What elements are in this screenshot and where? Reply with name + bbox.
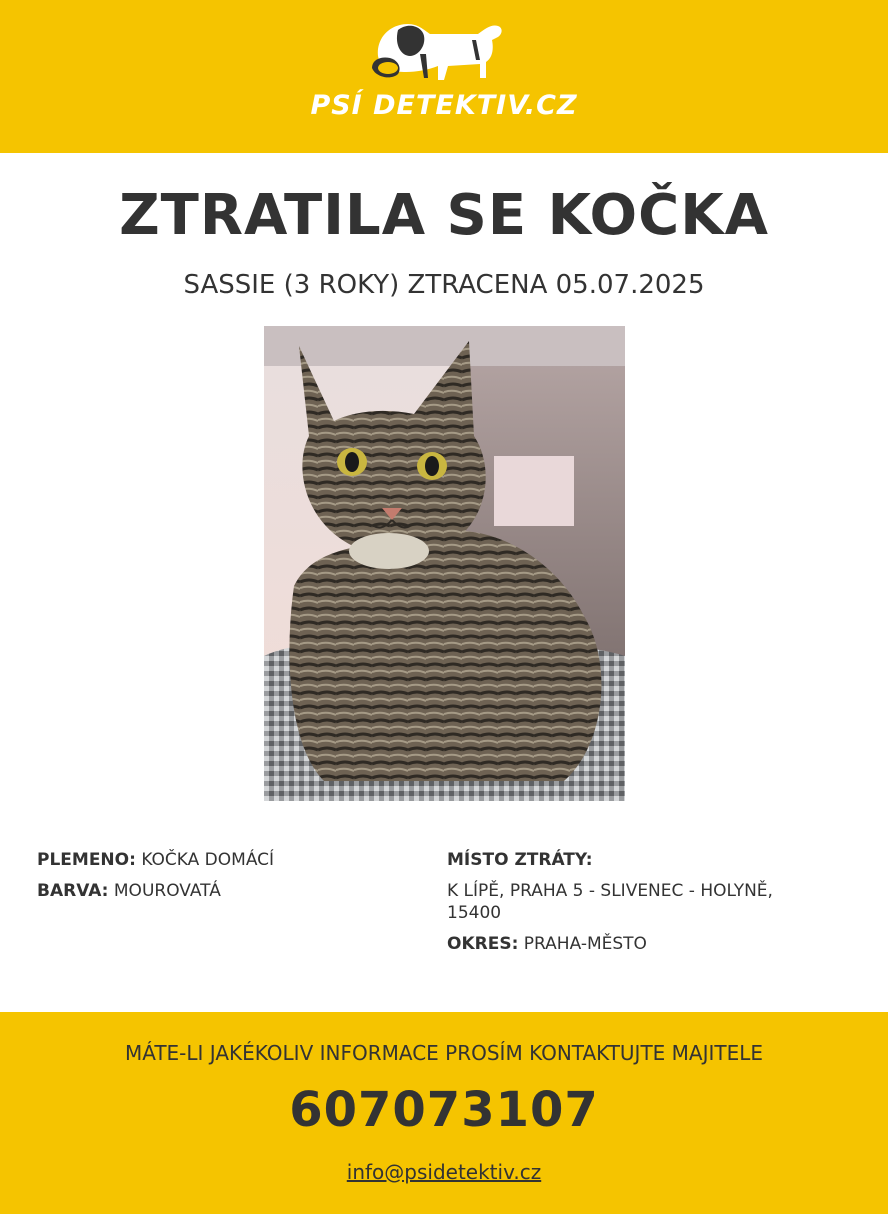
pet-details (37, 849, 417, 911)
footer-banner (0, 1012, 888, 1214)
location-label-row (447, 849, 827, 871)
loss-location-details (447, 849, 827, 964)
contact-note: MÁTE-LI JAKÉKOLIV INFORMACE PROSÍM KONTAKTUJTE MAJITELE (124, 1041, 764, 1065)
poster-title: ZTRATILA SE KOČKA (119, 183, 769, 248)
cat-photo (264, 326, 625, 801)
brand-name: PSÍ DETEKTIV.CZ (310, 90, 578, 121)
district-value: PRAHA-MĚSTO (523, 934, 647, 954)
detail-breed (37, 849, 417, 871)
detail-color (37, 880, 417, 902)
header-banner (0, 0, 888, 153)
breed-value: KOČKA DOMÁCÍ (141, 850, 275, 870)
detail-district (447, 933, 827, 955)
color-value: MOUROVATÁ (113, 881, 221, 901)
breed-label: PLEMENO: (37, 850, 136, 870)
dog-logo-icon (368, 16, 510, 86)
cat-illustration (264, 326, 625, 801)
location-value: K LÍPĚ, PRAHA 5 - SLIVENEC - HOLYNĚ, 15400 (447, 881, 773, 923)
owner-phone: 607073107 (289, 1082, 599, 1138)
contact-email-link[interactable]: info@psidetektiv.cz (346, 1160, 542, 1184)
district-label: OKRES: (447, 934, 519, 954)
color-label: BARVA: (37, 881, 109, 901)
location-label: MÍSTO ZTRÁTY: (447, 850, 593, 870)
poster-subtitle: SASSIE (3 ROKY) ZTRACENA 05.07.2025 (183, 270, 705, 300)
